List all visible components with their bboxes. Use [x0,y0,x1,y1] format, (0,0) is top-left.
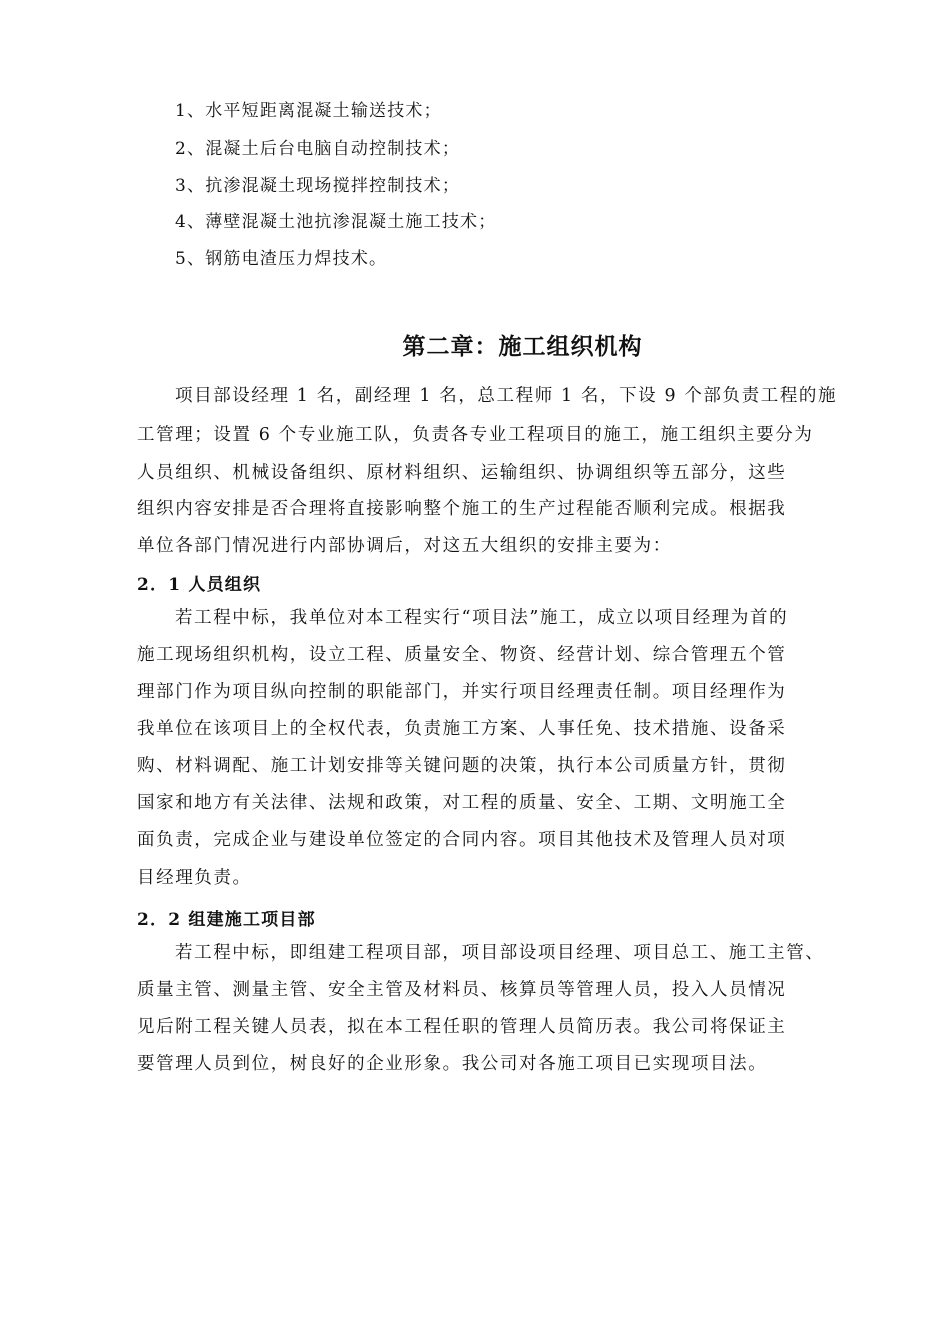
paragraph-line: 项目部设经理 1 名，副经理 1 名，总工程师 1 名，下设 9 个部负责工程的施 [175,386,838,406]
tech-list-item: 1、水平短距离混凝土输送技术； [175,101,442,121]
paragraph-line: 理部门作为项目纵向控制的职能部门，并实行项目经理责任制。项目经理作为 [137,682,787,702]
paragraph-line: 施工现场组织机构，设立工程、质量安全、物资、经营计划、综合管理五个管 [137,645,787,665]
paragraph-line: 购、材料调配、施工计划安排等关键问题的决策，执行本公司质量方针，贯彻 [137,756,787,776]
paragraph-line: 单位各部门情况进行内部协调后，对这五大组织的安排主要为： [137,536,672,556]
paragraph-line: 质量主管、测量主管、安全主管及材料员、核算员等管理人员，投入人员情况 [137,980,787,1000]
section-heading: 2．1 人员组织 [137,575,262,595]
paragraph-line: 见后附工程关键人员表，拟在本工程任职的管理人员简历表。我公司将保证主 [137,1017,787,1037]
paragraph-line: 目经理负责。 [137,868,252,888]
paragraph-line: 工管理；设置 6 个专业施工队，负责各专业工程项目的施工，施工组织主要分为 [137,425,814,445]
tech-list-item: 4、薄壁混凝土池抗渗混凝土施工技术； [175,212,497,232]
paragraph-line: 国家和地方有关法律、法规和政策，对工程的质量、安全、工期、文明施工全 [137,793,787,813]
paragraph-line: 面负责，完成企业与建设单位签定的合同内容。项目其他技术及管理人员对项 [137,830,787,850]
tech-list-item: 2、混凝土后台电脑自动控制技术； [175,139,461,159]
paragraph-line: 要管理人员到位，树良好的企业形象。我公司对各施工项目已实现项目法。 [137,1054,768,1074]
chapter-title: 第二章：施工组织机构 [402,333,643,360]
paragraph-line: 人员组织、机械设备组织、原材料组织、运输组织、协调组织等五部分，这些 [137,463,787,483]
paragraph-line: 我单位在该项目上的全权代表，负责施工方案、人事任免、技术措施、设备采 [137,719,787,739]
tech-list-item: 5、钢筋电渣压力焊技术。 [175,249,388,269]
tech-list-item: 3、抗渗混凝土现场搅拌控制技术； [175,176,461,196]
paragraph-line: 若工程中标，即组建工程项目部，项目部设项目经理、项目总工、施工主管、 [175,943,825,963]
paragraph-line: 组织内容安排是否合理将直接影响整个施工的生产过程能否顺利完成。根据我 [137,499,787,519]
section-heading: 2．2 组建施工项目部 [137,910,316,930]
paragraph-line: 若工程中标，我单位对本工程实行“项目法”施工，成立以项目经理为首的 [175,608,789,628]
